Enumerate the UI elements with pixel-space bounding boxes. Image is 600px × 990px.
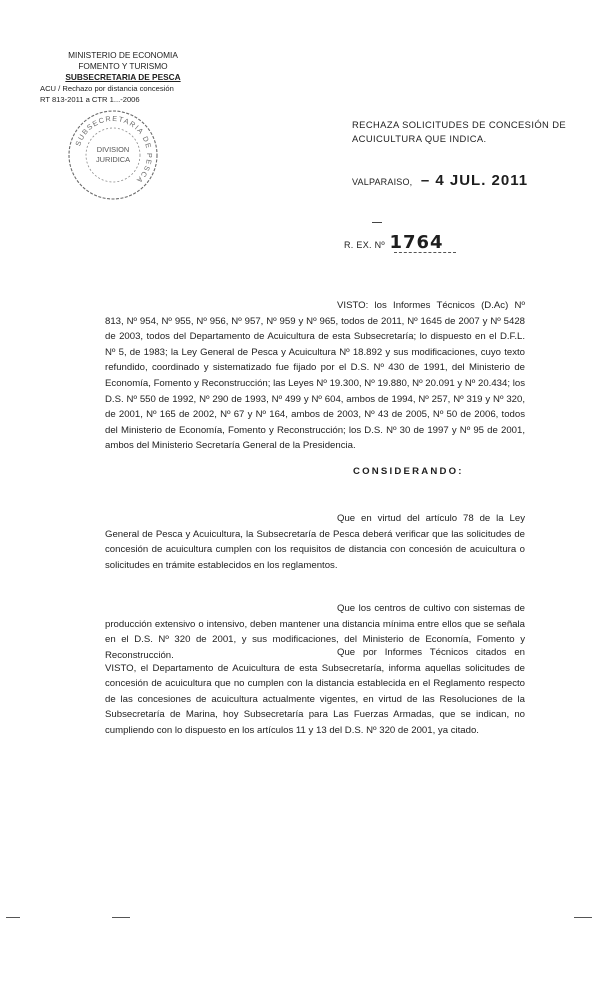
subsecretaria-name: SUBSECRETARIA DE PESCA: [65, 72, 181, 82]
considerando-paragraph-1: [105, 511, 525, 573]
stamp-ring-text: SUBSECRETARIA DE PESCA: [73, 113, 155, 186]
resolution-subject: [352, 118, 566, 146]
letterhead: [38, 50, 208, 105]
reference-line-2: RT 813-2011 a CTR 1...-2006: [40, 95, 140, 104]
date-stamp: – 4 JUL. 2011: [420, 172, 529, 189]
rex-mark: [372, 222, 382, 223]
rex-underline: [394, 252, 456, 253]
rex-label: R. EX. Nº: [344, 240, 385, 250]
subject-line-2: ACUICULTURA QUE INDICA.: [352, 133, 487, 144]
scan-mark-left: [6, 917, 20, 918]
reference-line-1: ACU / Rechazo por distancia concesión: [40, 84, 174, 93]
place-and-date: [352, 172, 528, 190]
considerando-heading: CONSIDERANDO:: [353, 466, 464, 477]
ministry-name: MINISTERIO DE ECONOMIA: [68, 50, 178, 60]
considerando-text-2: Que los centros de cultivo con sistemas de producción extensivo o intensivo, deben mantener una distancia mínima entre ellos que se señala en el D.S. Nº 320 de 2001, y sus modificaciones, del Ministerio de Economía, Fomento y Reconstrucción.: [105, 603, 525, 661]
division-juridica-stamp: [66, 108, 160, 202]
considerando-paragraph-3: [105, 645, 525, 739]
place-label: VALPARAISO,: [352, 177, 413, 187]
visto-text: VISTO: los Informes Técnicos (D.Ac) Nº 813, Nº 954, Nº 955, Nº 956, Nº 957, Nº 959 y Nº 965, todos de 2011, Nº 1645 de 2007 y Nº 5428 de 2003, todos del Departamento de Acuicultura de esta Subsecretaría; lo dispuesto en el D.F.L. Nº 5, de 1983; la Ley General de Pesca y Acuicultura Nº 18.892 y sus modificaciones, cuyo texto refundido, coordinado y sistematizado fue fijado por el D.S. Nº 430 de 1991, del Ministerio de Economía, Fomento y Reconstrucción; las Leyes Nº 19.300, Nº 19.880, Nº 20.091 y Nº 20.434; los D.S. Nº 550 de 1992, Nº 290 de 1993, Nº 499 y Nº 604, ambos de 1994, Nº 257, Nº 319 y Nº 320, de 2001, Nº 165 de 2002, Nº 67 y Nº 164, ambos de 2003, Nº 43 de 2005, Nº 50 de 2006, todos del Ministerio de Economía, Fomento y Reconstrucción; los D.S. Nº 30 de 1997 y Nº 95 de 2001, ambos del Ministerio Secretaría General de la Presidencia.: [105, 300, 525, 452]
resolution-number: [344, 232, 444, 253]
visto-paragraph: [105, 298, 525, 454]
scan-mark-right: [574, 917, 592, 918]
ministry-subtitle: FOMENTO Y TURISMO: [78, 61, 168, 71]
scan-mark-middle: [112, 917, 130, 918]
stamp-center-line-1: DIVISION: [96, 145, 130, 154]
considerando-text-1: Que en virtud del artículo 78 de la Ley General de Pesca y Acuicultura, la Subsecretaría de Pesca deberá verificar que las solicitudes de concesión de acuicultura cumplen con los requisitos de distancia con concesión de acuicultura o solicitudes en trámite establecidos en los reglamentos.: [105, 513, 525, 571]
rex-number-value: 1764: [389, 232, 444, 253]
stamp-seal-icon: [66, 108, 160, 202]
considerando-text-3: Que por Informes Técnicos citados en VISTO, el Departamento de Acuicultura de esta Subsecretaría, informa aquellas solicitudes de concesión de acuicultura que no cumplen con la distancia establecida en el Reglamento respecto de las concesiones de acuicultura actualmente vigentes, en virtud de las Resoluciones de la Subsecretaría de Marina, hoy Subsecretaría para Las Fuerzas Armadas, que se indican, no cumpliendo con lo dispuesto en los artículos 11 y 13 del D.S. Nº 320 de 2001, ya citado.: [105, 647, 525, 736]
stamp-center-line-2: JURIDICA: [95, 155, 131, 164]
subject-line-1: RECHAZA SOLICITUDES DE CONCESIÓN DE: [352, 119, 567, 130]
